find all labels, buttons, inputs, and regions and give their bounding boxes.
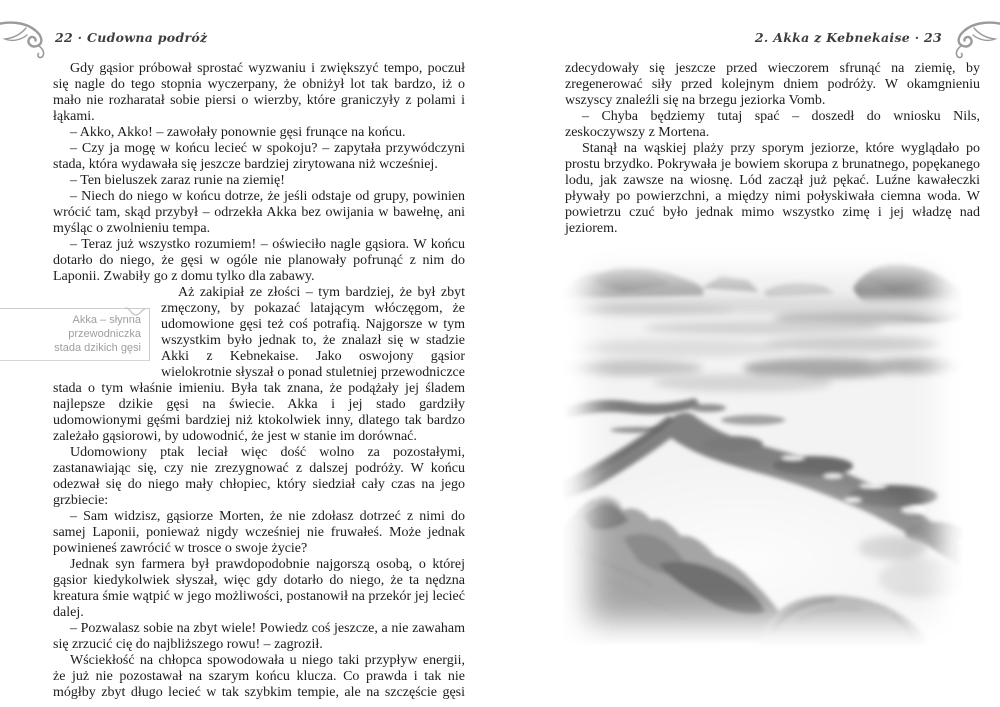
- paragraph: – Teraz już wszystko rozumiem! – oświeciło nagle gąsiora. W końcu dotarło do niego, że gęsi w ogóle nie planowały pofrunąć z nim do Laponii. Zwabiły go z domu tylko dla zabawy.: [53, 237, 465, 284]
- paragraph: Stanął na wąskiej plaży przy sporym jeziorze, które wyglądało po prostu brzydko. Pokrywała je bowiem skorupa z brunatnego, popękanego lodu, jak zawsze na wiosnę. Lód zaczął już pękać. Luźne kawałeczki pływały po powierzchni, a między nimi połyskiwała ciemna woda. W powietrzu czuć było jednak mimo wszystko zimę i jej władzę nad jeziorem.: [565, 141, 980, 236]
- lake-illustration: [563, 248, 963, 648]
- paragraph: – Chyba będziemy tutaj spać – doszedł do wniosku Nils, zeskoczywszy z Mortena.: [565, 109, 980, 140]
- running-head-right: 2. Akka z Kebnekaise · 23: [754, 30, 942, 45]
- flourish-ornament-right: [946, 18, 1000, 60]
- paragraph: – Pozwalasz sobie na zbyt wiele! Powiedz coś jeszcze, a nie zawaham się zrzucić cię do najbliższego rowu! – zagroził.: [53, 621, 465, 652]
- left-page-text-column: [53, 61, 465, 701]
- paragraph: – Ten bieluszek zaraz runie na ziemię!: [70, 173, 285, 188]
- paragraph: Udomowiony ptak leciał więc dość wolno za pozostałymi, zastanawiając się, czy nie zrezygnować z dalszej podróży. W końcu odezwał się do niego mały chłopiec, który siedział cały czas na jego grzbiecie:: [53, 445, 465, 508]
- paragraph: – Sam widzisz, gąsiorze Morten, że nie zdołasz dotrzeć z nimi do samej Laponii, ponieważ nigdy wcześniej nie fruwałeś. Może jednak powinieneś zawrócić w trosce o swoje życie?: [53, 509, 465, 556]
- paragraph: Aż zakipiał ze złości – tym bardziej, że był zbyt zmęczony, by pokazać latającym włóczęgom, że udomowione gęsi też coś potrafią. Najgorsze w tym wszystkim było jednak to, że znalazł się w stadzie Akki z Kebnekaise. Jako oswojony gąsior wielokrotnie słyszał o ponad stuletniej przewodniczce stada o tym właśnie imieniu. Była tak znana, że podążały jej śladem najlepsze dzikie gęsi na świecie. Akka i jej stado gardziły udomowionymi gęśmi bardziej niż ktokolwiek inny, dlatego tak bardzo zależało gąsiorowi, by udowodnić, że jest w stanie im dorównać.: [53, 285, 465, 444]
- margin-note-line: stada dzikich gęsi: [54, 342, 141, 354]
- margin-note-line: Akka – słynna przewodniczka: [68, 314, 141, 340]
- paragraph: – Czy ja mogę w końcu lecieć w spokoju? – zapytała przywódczyni stada, która wydawała się jeszcze bardziej zirytowana niż wcześniej.: [53, 141, 465, 172]
- paragraph: zdecydowały się jeszcze przed wieczorem sfrunąć na ziemię, by zregenerować siły przed kolejnym dniem podróży. W okamgnieniu wszyscy znaleźli się na brzegu jeziorka Vomb.: [565, 61, 980, 108]
- margin-note-spacer: [53, 317, 161, 381]
- paragraph: – Niech do niego w końcu dotrze, że jeśli odstaje od grupy, powinien wrócić tam, skąd przybył – odrzekła Akka bez owijania w bawełnę, ani myśląc o zwolnieniu tempa.: [53, 189, 465, 236]
- right-page-text-column: [565, 61, 980, 237]
- paragraph: Gdy gąsior próbował sprostać wyzwaniu i zwiększyć tempo, poczuł się nagle do tego stopnia wyczerpany, że obniżył lot tak bardzo, iż o mało nie rozharatał sobie piersi o wierzby, które graniczyły z polami i łąkami.: [53, 61, 465, 124]
- flourish-ornament-left: [0, 18, 54, 60]
- paragraph: Jednak syn farmera był prawdopodobnie najgorszą osobą, o której gąsior kiedykolwiek słyszał, więc gdy dotarło do niego, że ta nędzna kreatura śmie wątpić w jego możliwości, postanowił na przekór jej lecieć dalej.: [53, 557, 465, 620]
- running-head-left: 22 · Cudowna podróż: [55, 30, 208, 45]
- paragraph: Wściekłość na chłopca spowodowała u niego taki przypływ energii, że już nie pozostawał na szarym końcu klucza. Co prawda i tak nie mógłby zbyt długo lecieć w tak szybkim tempie, ale na szczęście gęsi: [53, 653, 465, 700]
- paragraph: – Akko, Akko! – zawołały ponownie gęsi frunące na końcu.: [70, 125, 406, 140]
